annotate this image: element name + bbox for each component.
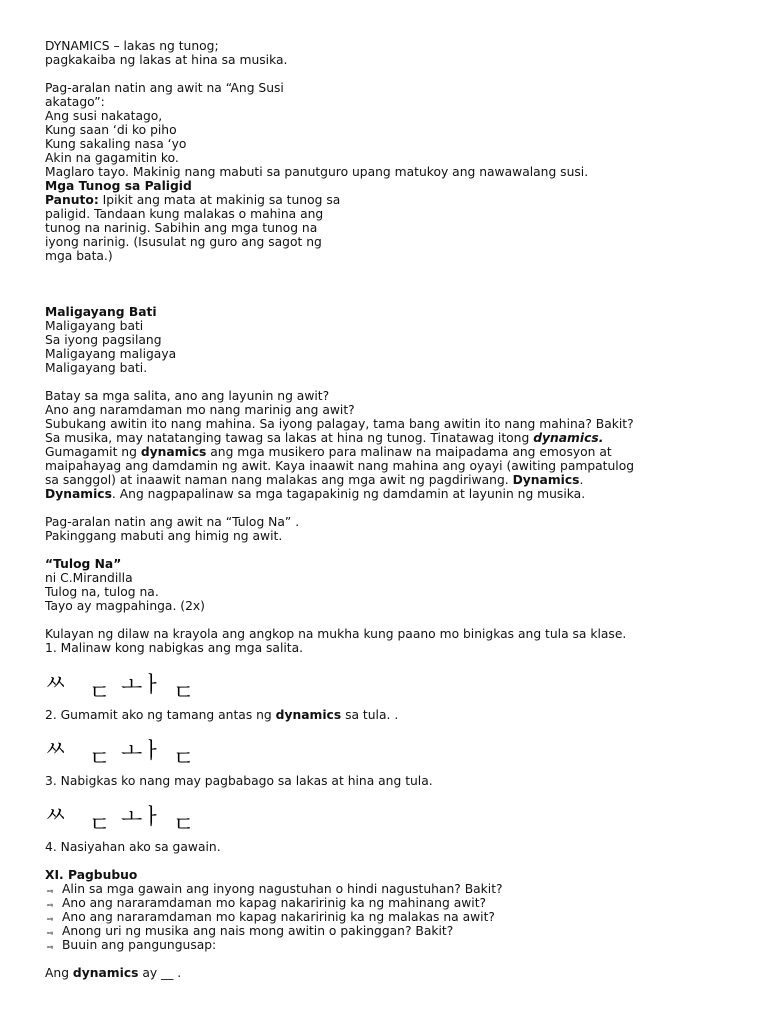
susi-lyric-line: Kung sakaling nasa ‘yo [45,137,187,151]
panuto-text: Ipikit ang mata at makinig sa tunog sa [98,193,341,207]
final-sentence [45,966,181,980]
dynamics-definition-line [45,431,603,445]
text: . Ang nagpapalinaw sa mga tagapakinig ng damdamin at layunin ng musika. [111,487,586,501]
panuto-line [45,193,340,207]
face-glyph-icon: ㄷ [173,747,195,772]
pagbubuo-item [45,938,216,953]
panuto-line: tunog na narinig. Sabihin ang mga tunog na [45,221,318,235]
pagbubuo-item [45,910,495,925]
bullet-icon: ᆿ [45,884,55,895]
face-glyph-icon: ㄷ [89,747,111,772]
dynamics-term: Dynamics [512,473,580,487]
susi-instruction: Maglaro tayo. Makinig nang mabuti sa panutguro upang matukoy ang nawawalang susi. [45,165,589,179]
dynamics-term: dynamics [140,445,207,459]
text: sa sanggol) at inaawit naman nang malakas ang mga awit ng pagdiriwang. [45,473,513,487]
panuto-label: Panuto: [45,193,99,207]
text: ay __ . [138,966,182,980]
dynamics-term: dynamics [72,966,139,980]
assessment-item: 1. Malinaw kong nabigkas ang mga salita. [45,641,304,655]
face-glyph-icon: ㅆ [45,737,67,762]
text: . [579,473,584,487]
bullet-icon: ᆿ [45,940,55,951]
question-line: Batay sa mga salita, ano ang layunin ng awit? [45,389,330,403]
panuto-line: paligid. Tandaan kung malakas o mahina ang [45,207,324,221]
tulog-title: “Tulog Na” [45,557,122,571]
text: sa tula. . [341,708,399,722]
dynamics-explanation-line [45,487,585,501]
bullet-icon: ᆿ [45,898,55,909]
bati-lyric-line: Maligayang maligaya [45,347,177,361]
susi-lyric-line: Kung saan ‘di ko piho [45,123,177,137]
tulog-intro-line: Pag-aralan natin ang awit na “Tulog Na” . [45,515,300,529]
bati-title: Maligayang Bati [45,305,157,319]
susi-lyric-line: Akin na gagamitin ko. [45,151,179,165]
face-glyph-icon: ㄷ [173,681,195,706]
dynamics-explanation-line [45,473,583,487]
dynamics-explanation-line: maipahayag ang damdamin ng awit. Kaya inaawit nang mahina ang oyayi (awiting pampatulog [45,459,635,473]
assessment-instruction: Kulayan ng dilaw na krayola ang angkop na mukha kung paano mo binigkas ang tula sa klase. [45,627,627,641]
face-glyph-icon: ㄷ [89,813,111,838]
text: Ano ang nararamdaman mo kapag nakaririnig ka ng malakas na awit? [62,910,495,924]
intro-line-2: pagkakaiba ng lakas at hina sa musika. [45,53,288,67]
face-glyph-icon: ㄷ [173,813,195,838]
face-glyph-icon: ㅗ [121,805,143,830]
susi-lyric-line: Ang susi nakatago, [45,109,163,123]
bati-lyric-line: Maligayang bati [45,319,144,333]
bati-lyric-line: Sa iyong pagsilang [45,333,162,347]
susi-intro-line-2: akatago”: [45,95,105,109]
dynamics-term: dynamics [275,708,342,722]
text: Gumagamit ng [45,445,141,459]
face-glyph-icon: ㅆ [45,671,67,696]
tulog-lyric-line: Tulog na, tulog na. [45,585,159,599]
face-glyph-icon: ㄷ [89,681,111,706]
question-line: Subukang awitin ito nang mahina. Sa iyong palagay, tama bang awitin ito nang mahina? Bakit? [45,417,634,431]
bati-lyric-line: Maligayang bati. [45,361,148,375]
text: ang mga musikero para malinaw na maipadama ang emosyon at [206,445,612,459]
pagbubuo-item [45,896,486,911]
question-line: Ano ang naramdaman mo nang marinig ang awit? [45,403,355,417]
face-glyph-icon: ㅆ [45,803,67,828]
pagbubuo-item [45,924,453,939]
panuto-line: mga bata.) [45,249,113,263]
panuto-line: iyong narinig. (Isusulat ng guro ang sagot ng [45,235,322,249]
dynamics-term: dynamics. [533,431,604,445]
susi-intro-line-1: Pag-aralan natin ang awit na “Ang Susi [45,81,284,95]
face-glyph-icon: ㅏ [141,805,163,830]
text: Sa musika, may natatanging tawag sa lakas at hina ng tunog. Tinatawag itong [45,431,534,445]
bullet-icon: ᆿ [45,926,55,937]
face-glyph-icon: ㅗ [121,673,143,698]
pagbubuo-item [45,882,503,897]
text: Ano ang nararamdaman mo kapag nakaririnig ka ng mahinang awit? [62,896,487,910]
tulog-lyric-line: Tayo ay magpahinga. (2x) [45,599,205,613]
text: Buuin ang pangungusap: [62,938,217,952]
intro-line-1: DYNAMICS – lakas ng tunog; [45,39,219,53]
face-glyph-icon: ㅏ [141,673,163,698]
text: Alin sa mga gawain ang inyong nagustuhan o hindi nagustuhan? Bakit? [62,882,503,896]
face-glyph-icon: ㅗ [121,739,143,764]
text: 2. Gumamit ako ng tamang antas ng [45,708,276,722]
bullet-icon: ᆿ [45,912,55,923]
tulog-intro-line: Pakinggang mabuti ang himig ng awit. [45,529,283,543]
assessment-item: 4. Nasiyahan ako sa gawain. [45,840,221,854]
pagbubuo-heading: XI. Pagbubuo [45,868,138,882]
tulog-author: ni C.Mirandilla [45,571,133,585]
text: Anong uri ng musika ang nais mong awitin o pakinggan? Bakit? [62,924,454,938]
text: Ang [45,966,73,980]
dynamics-explanation-line [45,445,612,459]
dynamics-term: Dynamics [45,487,112,501]
assessment-item: 3. Nabigkas ko nang may pagbabago sa lakas at hina ang tula. [45,774,433,788]
face-glyph-icon: ㅏ [141,739,163,764]
tunog-heading: Mga Tunog sa Paligid [45,179,192,193]
assessment-item [45,708,398,722]
